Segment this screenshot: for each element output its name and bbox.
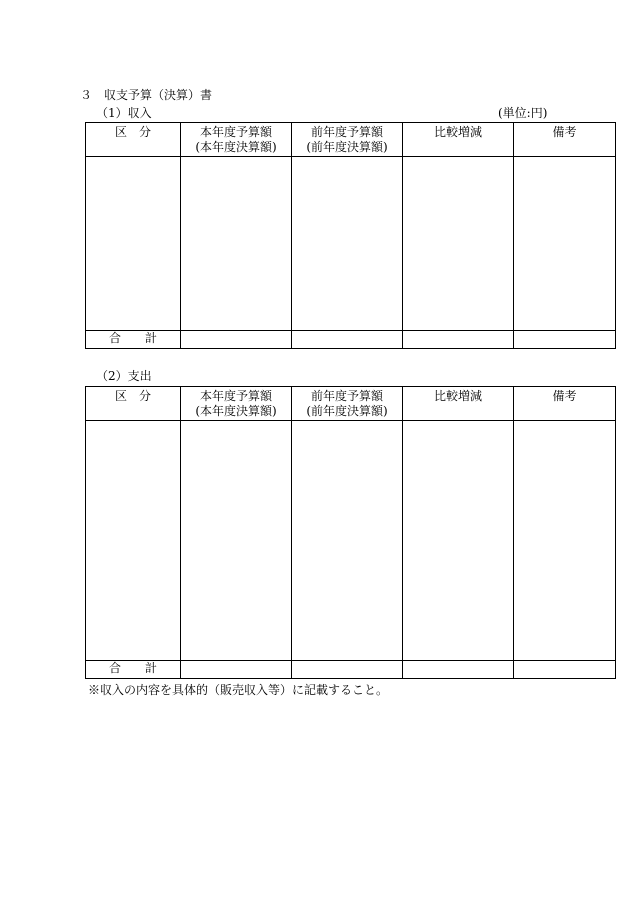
expenditure-total-previous[interactable] <box>292 661 403 679</box>
income-total-label: 合 計 <box>86 331 181 349</box>
income-previous-cell[interactable] <box>292 157 403 331</box>
header-category: 区 分 <box>86 123 181 157</box>
income-total-current[interactable] <box>181 331 292 349</box>
income-total-previous[interactable] <box>292 331 403 349</box>
income-total-comparison[interactable] <box>403 331 514 349</box>
expenditure-body-row <box>86 421 616 661</box>
income-category-cell[interactable] <box>86 157 181 331</box>
document-title: ３ 収支予算（決算）書 <box>80 88 213 102</box>
income-total-remarks[interactable] <box>514 331 616 349</box>
expenditure-header-row <box>86 387 616 421</box>
header-previous-budget-label: 前年度予算額 <box>310 389 383 403</box>
expenditure-total-row <box>86 661 616 679</box>
header-current-budget <box>181 387 292 421</box>
income-total-row <box>86 331 616 349</box>
header-current-budget-sub: (本年度決算額) <box>195 404 277 418</box>
header-category: 区 分 <box>86 387 181 421</box>
expenditure-total-comparison[interactable] <box>403 661 514 679</box>
expenditure-remarks-cell[interactable] <box>514 421 616 661</box>
header-previous-budget <box>292 387 403 421</box>
header-remarks: 備考 <box>514 123 616 157</box>
header-previous-budget-label: 前年度予算額 <box>310 125 383 139</box>
income-heading: （1）収入 <box>96 106 152 120</box>
header-remarks: 備考 <box>514 387 616 421</box>
expenditure-current-cell[interactable] <box>181 421 292 661</box>
expenditure-comparison-cell[interactable] <box>403 421 514 661</box>
income-body-row <box>86 157 616 331</box>
income-remarks-cell[interactable] <box>514 157 616 331</box>
expenditure-table <box>85 386 616 679</box>
expenditure-total-current[interactable] <box>181 661 292 679</box>
unit-label: (単位:円) <box>498 106 548 120</box>
income-header-row <box>86 123 616 157</box>
header-previous-budget <box>292 123 403 157</box>
income-current-cell[interactable] <box>181 157 292 331</box>
header-current-budget-label: 本年度予算額 <box>199 389 272 403</box>
expenditure-total-label: 合 計 <box>86 661 181 679</box>
expenditure-previous-cell[interactable] <box>292 421 403 661</box>
expenditure-category-cell[interactable] <box>86 421 181 661</box>
header-previous-budget-sub: (前年度決算額) <box>306 404 388 418</box>
expenditure-total-remarks[interactable] <box>514 661 616 679</box>
header-comparison: 比較増減 <box>403 387 514 421</box>
expenditure-heading: （2）支出 <box>96 369 152 383</box>
header-current-budget-sub: (本年度決算額) <box>195 140 277 154</box>
income-table <box>85 122 616 349</box>
header-previous-budget-sub: (前年度決算額) <box>306 140 388 154</box>
header-current-budget <box>181 123 292 157</box>
header-comparison: 比較増減 <box>403 123 514 157</box>
income-comparison-cell[interactable] <box>403 157 514 331</box>
header-current-budget-label: 本年度予算額 <box>199 125 272 139</box>
footnote: ※収入の内容を具体的（販売収入等）に記載すること。 <box>88 683 389 697</box>
